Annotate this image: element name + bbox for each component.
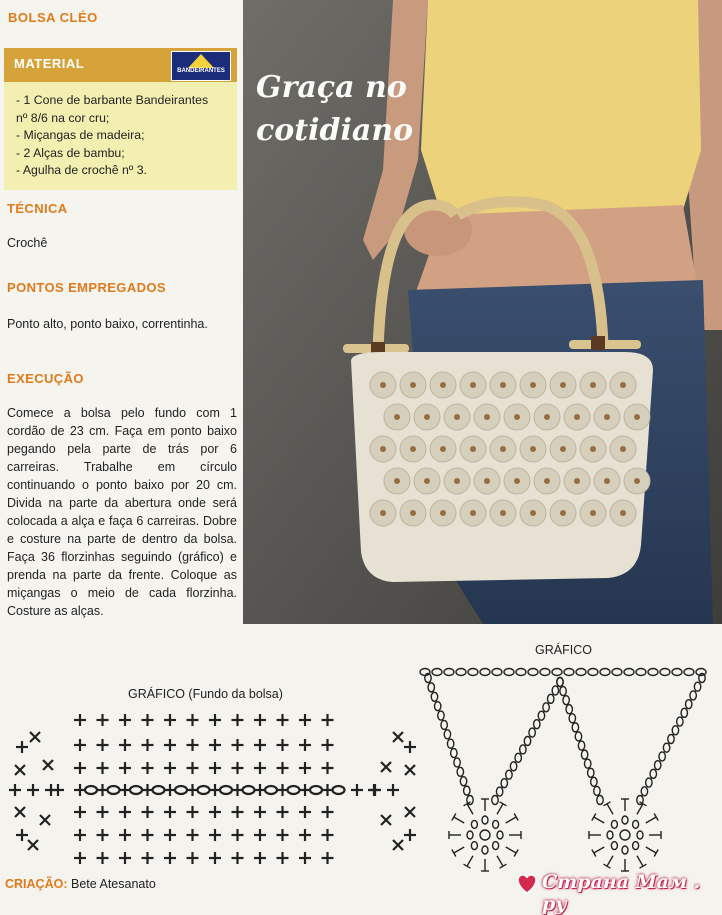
watermark-text: Страна Мам . ру <box>542 871 701 915</box>
material-item: - 2 Alças de bambu; <box>16 145 125 160</box>
bandeirantes-logo <box>171 51 231 81</box>
material-header <box>4 48 237 82</box>
material-box <box>4 48 237 190</box>
material-list <box>16 92 208 180</box>
pontos-text: Ponto alto, ponto baixo, correntinha. <box>7 317 208 331</box>
pattern-title: BOLSA CLÉO <box>8 10 98 25</box>
logo-text: BANDEIRANTES <box>177 68 225 74</box>
execucao-heading: EXECUÇÃO <box>7 371 84 386</box>
material-label: MATERIAL <box>14 56 85 71</box>
headline-line-1: Graça no <box>256 70 407 105</box>
execucao-text: Comece a bolsa pelo fundo com 1 cordão de 23 cm. Faça em ponto baixo pegando pela parte de trás por 6 carreiras. Trabalhe em círculo continuando o ponto baixo por 20 cm. Divida na parte da abertura onde será colocada a alça e faça 6 carreiras. Dobre e costure na parte de dentro da bolsa. Faça 36 florzinhas seguindo (gráfico) e prenda na parte da frente. Coloque as miçangas o meio de cada florzinha. Costure as alças. <box>7 406 237 618</box>
stitch-diagrams <box>0 630 722 903</box>
logo-triangle-icon <box>188 54 214 68</box>
material-item: - 1 Cone de barbante Bandeirantes <box>16 93 209 107</box>
heart-icon <box>514 870 540 896</box>
material-item: - Miçangas de madeira; <box>16 128 145 142</box>
crochet-charts <box>0 630 722 915</box>
tecnica-text: Crochê <box>7 236 48 250</box>
site-watermark <box>514 867 722 915</box>
material-item: nº 8/6 na cor cru; <box>16 110 110 125</box>
chart-bottom-title: GRÁFICO (Fundo da bolsa) <box>128 687 283 701</box>
chart-flower-title: GRÁFICO <box>535 643 592 657</box>
material-item: - Agulha de crochê nº 3. <box>16 163 147 177</box>
flower-stitch-chart <box>420 669 706 872</box>
credit-name: Bete Atesanato <box>70 877 156 891</box>
headline-line-2: cotidiano <box>256 113 414 148</box>
instructions-column <box>0 0 243 630</box>
headline <box>256 66 456 152</box>
credit-line <box>5 877 156 891</box>
credit-label: CRIAÇÃO: <box>5 877 68 891</box>
bag-bottom-stitch-chart <box>9 714 416 864</box>
tecnica-heading: TÉCNICA <box>7 201 68 216</box>
pontos-heading: PONTOS EMPREGADOS <box>7 280 166 295</box>
